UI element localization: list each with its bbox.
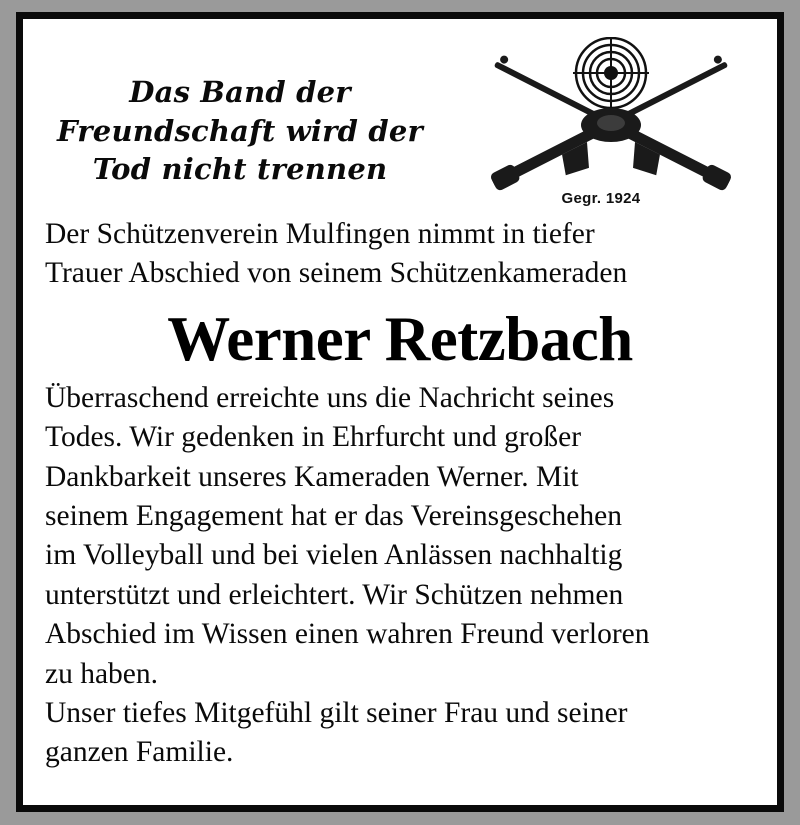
motto-line-3: Tod nicht trennen xyxy=(92,152,388,187)
body-line: zu haben. xyxy=(45,657,159,690)
notice-body xyxy=(45,379,755,773)
body-line: Dankbarkeit unseres Kameraden Werner. Mit xyxy=(45,460,579,493)
body-paragraph-1 xyxy=(45,379,755,694)
body-line: Abschied im Wissen einen wahren Freund verloren xyxy=(45,618,650,651)
intro-text xyxy=(45,215,755,293)
notice-content xyxy=(23,19,777,805)
notice-header xyxy=(45,37,755,213)
intro-line-2: Trauer Abschied von seinem Schützenkameraden xyxy=(45,256,628,289)
deceased-name: Werner Retzbach xyxy=(167,303,633,374)
body-line: Todes. Wir gedenken in Ehrfurcht und großer xyxy=(45,421,582,454)
body-line: seinem Engagement hat er das Vereinsgeschehen xyxy=(45,500,622,533)
body-line: im Volleyball und bei vielen Anlässen nachhaltig xyxy=(45,539,623,572)
motto-line-1: Das Band der xyxy=(129,75,351,109)
emblem-caption: Gegr. 1924 xyxy=(561,190,641,207)
crossed-rifles-target-emblem-icon xyxy=(465,37,755,209)
intro-line-1: Der Schützenverein Mulfingen nimmt in tiefer xyxy=(45,218,595,250)
body-paragraph-2 xyxy=(45,694,755,773)
body-line: unterstützt und erleichtert. Wir Schützen nehmen xyxy=(45,578,624,611)
body-line: Unser tiefes Mitgefühl gilt seiner Frau und seiner xyxy=(45,696,628,729)
motto-line-2: Freundschaft wird der xyxy=(57,113,423,148)
obituary-notice-card xyxy=(16,12,784,812)
body-line: Überraschend erreichte uns die Nachricht seines xyxy=(45,381,615,414)
body-line: ganzen Familie. xyxy=(45,736,234,769)
motto-block xyxy=(45,37,435,189)
